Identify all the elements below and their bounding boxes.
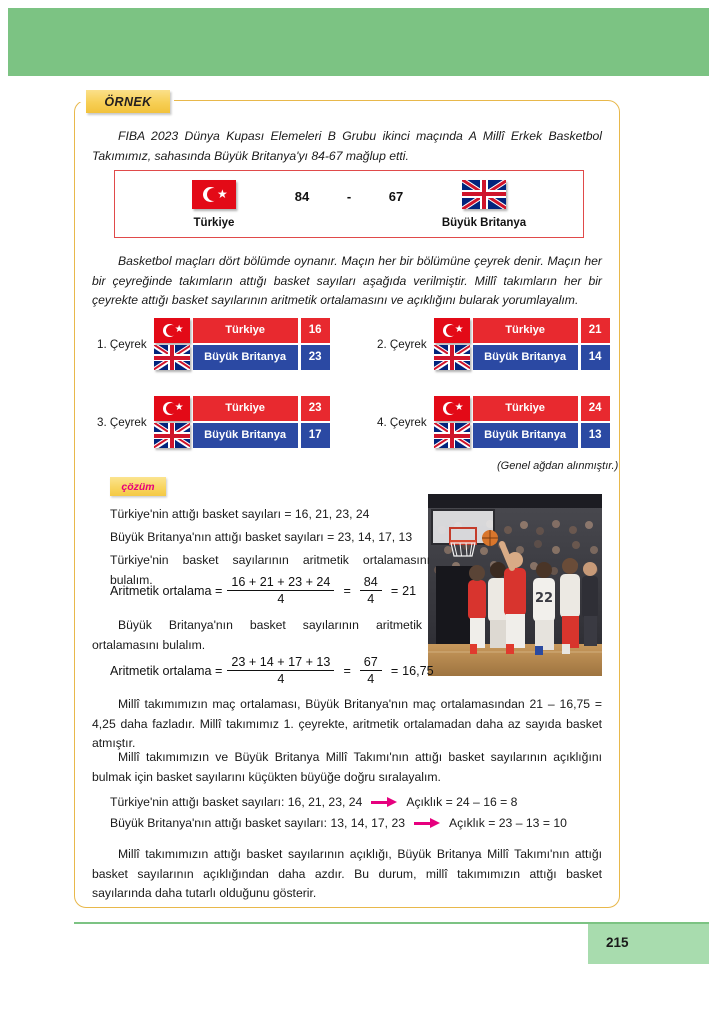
quarter-4-turkiye-score: 24: [581, 396, 610, 421]
basketball-photo: [428, 494, 602, 676]
turkey-flag-icon: ★: [192, 180, 236, 209]
formula-2-denominator: 4: [227, 670, 334, 686]
scoreboard-home: [156, 180, 272, 229]
quarter-4-turkiye-name: Türkiye: [473, 396, 578, 421]
quarter-4-britanya-score: 13: [581, 423, 610, 448]
quarter-4-britanya-name: Büyük Britanya: [473, 423, 578, 448]
solution-paragraph-2-text: Millî takımımızın ve Büyük Britanya Millî Takımı'nın attığı basket sayılarının açıklığını bulmak için basket sayılarını küçükten büyüğe doğru sıralayalım.: [92, 750, 602, 784]
formula-2-denominator-2: 4: [360, 670, 382, 686]
formula-2-fraction-2: [360, 655, 382, 686]
quarter-1-turkiye-name: Türkiye: [193, 318, 298, 343]
quarter-2-britanya-score: 14: [581, 345, 610, 370]
range-line-1-text: Türkiye'nin attığı basket sayıları: 16, 21, 23, 24: [110, 795, 363, 809]
range-line-1-result: Açıklık = 24 – 16 = 8: [406, 795, 518, 809]
home-score: 84: [294, 188, 310, 204]
formula-1-fraction: [227, 575, 334, 606]
example-explanation-paragraph: [92, 252, 602, 311]
table-row: [193, 423, 330, 448]
uk-flag-icon: [462, 180, 506, 209]
solution-line-4: [92, 616, 422, 655]
uk-flag-icon: [434, 345, 470, 370]
table-row: [193, 318, 330, 343]
scoreboard-away: [426, 180, 542, 229]
quarter-2-table: [473, 318, 610, 370]
solution-line-2: Büyük Britanya'nın attığı basket sayıları = 23, 14, 17, 13: [110, 530, 413, 544]
solution-paragraph-1: [92, 695, 602, 754]
example-intro-text: FIBA 2023 Dünya Kupası Elemeleri B Grubu ikinci maçında A Millî Erkek Basketbol Takımımız, sahasında Büyük Britanya'yı 84-67 mağlup etti.: [92, 129, 602, 163]
example-explanation-text: Basketbol maçları dört bölümde oynanır. Maçın her bir bölümüne çeyrek denir. Maçın her bir çeyreğinde takımların attığı basket sayıları aşağıda verilmiştir. Millî takımların her bir çeyrekte attığı basket sayılarının aritmetik ortalamasını ve açıklığını bularak yorumlayalım.: [92, 254, 602, 307]
quarter-2-label: 2. Çeyrek: [377, 337, 427, 351]
formula-mean-britanya: [110, 655, 434, 686]
formula-mean-turkiye: [110, 575, 416, 606]
turkey-flag-icon: ★: [434, 318, 470, 343]
quarter-3-turkiye-score: 23: [301, 396, 330, 421]
quarter-4-label: 4. Çeyrek: [377, 415, 427, 429]
example-intro-paragraph: [92, 127, 602, 166]
quarter-panel-2: [377, 318, 610, 370]
quarter-3-britanya-name: Büyük Britanya: [193, 423, 298, 448]
quarter-1-britanya-name: Büyük Britanya: [193, 345, 298, 370]
score-separator: -: [346, 188, 352, 204]
formula-1-denominator: 4: [227, 590, 334, 606]
quarter-panel-3: [97, 396, 330, 448]
formula-1-denominator-2: 4: [360, 590, 382, 606]
arrow-right-icon: [414, 818, 440, 828]
formula-1-label: Aritmetik ortalama =: [110, 583, 223, 598]
quarter-2-britanya-name: Büyük Britanya: [473, 345, 578, 370]
quarter-1-turkiye-score: 16: [301, 318, 330, 343]
svg-text:22: 22: [534, 591, 554, 606]
range-line-2-text: Büyük Britanya'nın attığı basket sayıları: 13, 14, 17, 23: [110, 816, 405, 830]
quarter-2-turkiye-score: 21: [581, 318, 610, 343]
quarter-4-flags: [434, 396, 470, 448]
formula-2-equals-2: =: [390, 663, 399, 678]
quarter-1-flags: [154, 318, 190, 370]
table-row: [193, 345, 330, 370]
solution-tab-label: çözüm: [121, 480, 155, 493]
table-row: [473, 423, 610, 448]
example-tab: [86, 90, 170, 113]
range-line-2-result: Açıklık = 23 – 13 = 10: [449, 816, 567, 830]
uk-flag-icon: [154, 423, 190, 448]
arrow-right-icon: [371, 797, 397, 807]
away-score: 67: [388, 188, 404, 204]
quarter-3-britanya-score: 17: [301, 423, 330, 448]
range-line-turkiye: [110, 795, 517, 809]
page-number: 215: [606, 935, 629, 950]
quarter-2-turkiye-name: Türkiye: [473, 318, 578, 343]
formula-2-equals-1: =: [343, 663, 351, 678]
formula-1-numerator-2: 84: [363, 575, 378, 589]
quarter-3-flags: [154, 396, 190, 448]
solution-paragraph-1-text: Millî takımımızın maç ortalaması, Büyük Britanya'nın maç ortalamasından 21 – 16,75 = 4,25 daha fazladır. Millî takımımız 1. çeyrekte, aritmetik ortalamadan daha az sayıda basket atmıştır.: [92, 697, 602, 750]
solution-paragraph-3: [92, 845, 602, 904]
quarter-panel-1: [97, 318, 330, 370]
solution-paragraph-3-text: Millî takımımızın attığı basket sayılarının açıklığı, Büyük Britanya Millî Takımı'nın attığı basket sayılarının açıklığından daha azdır. Bu durum, millî takımımızın attığı basket sayılarında daha tutarlı olduğunu gösterir.: [92, 847, 602, 900]
formula-2-numerator-2: 67: [363, 655, 378, 669]
quarter-1-label: 1. Çeyrek: [97, 337, 147, 351]
home-team-name: Türkiye: [193, 216, 235, 229]
table-row: [473, 318, 610, 343]
turkey-flag-icon: ★: [434, 396, 470, 421]
solution-line-1: Türkiye'nin attığı basket sayıları = 16, 21, 23, 24: [110, 507, 370, 521]
quarter-1-britanya-score: 23: [301, 345, 330, 370]
solution-tab: [110, 477, 166, 496]
formula-2-label: Aritmetik ortalama =: [110, 663, 223, 678]
quarter-2-flags: [434, 318, 470, 370]
scoreboard: [114, 170, 584, 238]
range-line-britanya: [110, 816, 567, 830]
formula-1-equals-2: =: [390, 583, 399, 598]
quarter-3-label: 3. Çeyrek: [97, 415, 147, 429]
formula-1-fraction-2: [360, 575, 382, 606]
formula-2-fraction: [227, 655, 334, 686]
table-row: [473, 396, 610, 421]
example-tab-label: ÖRNEK: [104, 94, 152, 109]
formula-1-result: 21: [402, 583, 417, 598]
formula-1-numerator: 16 + 21 + 23 + 24: [231, 575, 331, 589]
quarter-3-turkiye-name: Türkiye: [193, 396, 298, 421]
uk-flag-icon: [154, 345, 190, 370]
formula-2-numerator: 23 + 14 + 17 + 13: [231, 655, 331, 669]
quarter-panel-4: [377, 396, 610, 448]
turkey-flag-icon: ★: [154, 396, 190, 421]
formula-1-equals-1: =: [343, 583, 351, 598]
uk-flag-icon: [434, 423, 470, 448]
header-green-band: [8, 8, 709, 76]
table-row: [193, 396, 330, 421]
quarter-3-table: [193, 396, 330, 448]
solution-line-3: Türkiye'nin basket sayılarının aritmetik ortalamasını bulalım.: [110, 553, 430, 587]
turkey-flag-icon: ★: [154, 318, 190, 343]
page-number-band: [588, 924, 709, 964]
quarter-4-table: [473, 396, 610, 448]
quarter-1-table: [193, 318, 330, 370]
away-team-name: Büyük Britanya: [441, 216, 527, 229]
solution-line-4-text: Büyük Britanya'nın basket sayılarının aritmetik ortalamasını bulalım.: [92, 618, 422, 652]
table-row: [473, 345, 610, 370]
image-credit: (Genel ağdan alınmıştır.): [497, 460, 619, 472]
formula-2-result: 16,75: [402, 663, 434, 678]
solution-paragraph-2: [92, 748, 602, 787]
